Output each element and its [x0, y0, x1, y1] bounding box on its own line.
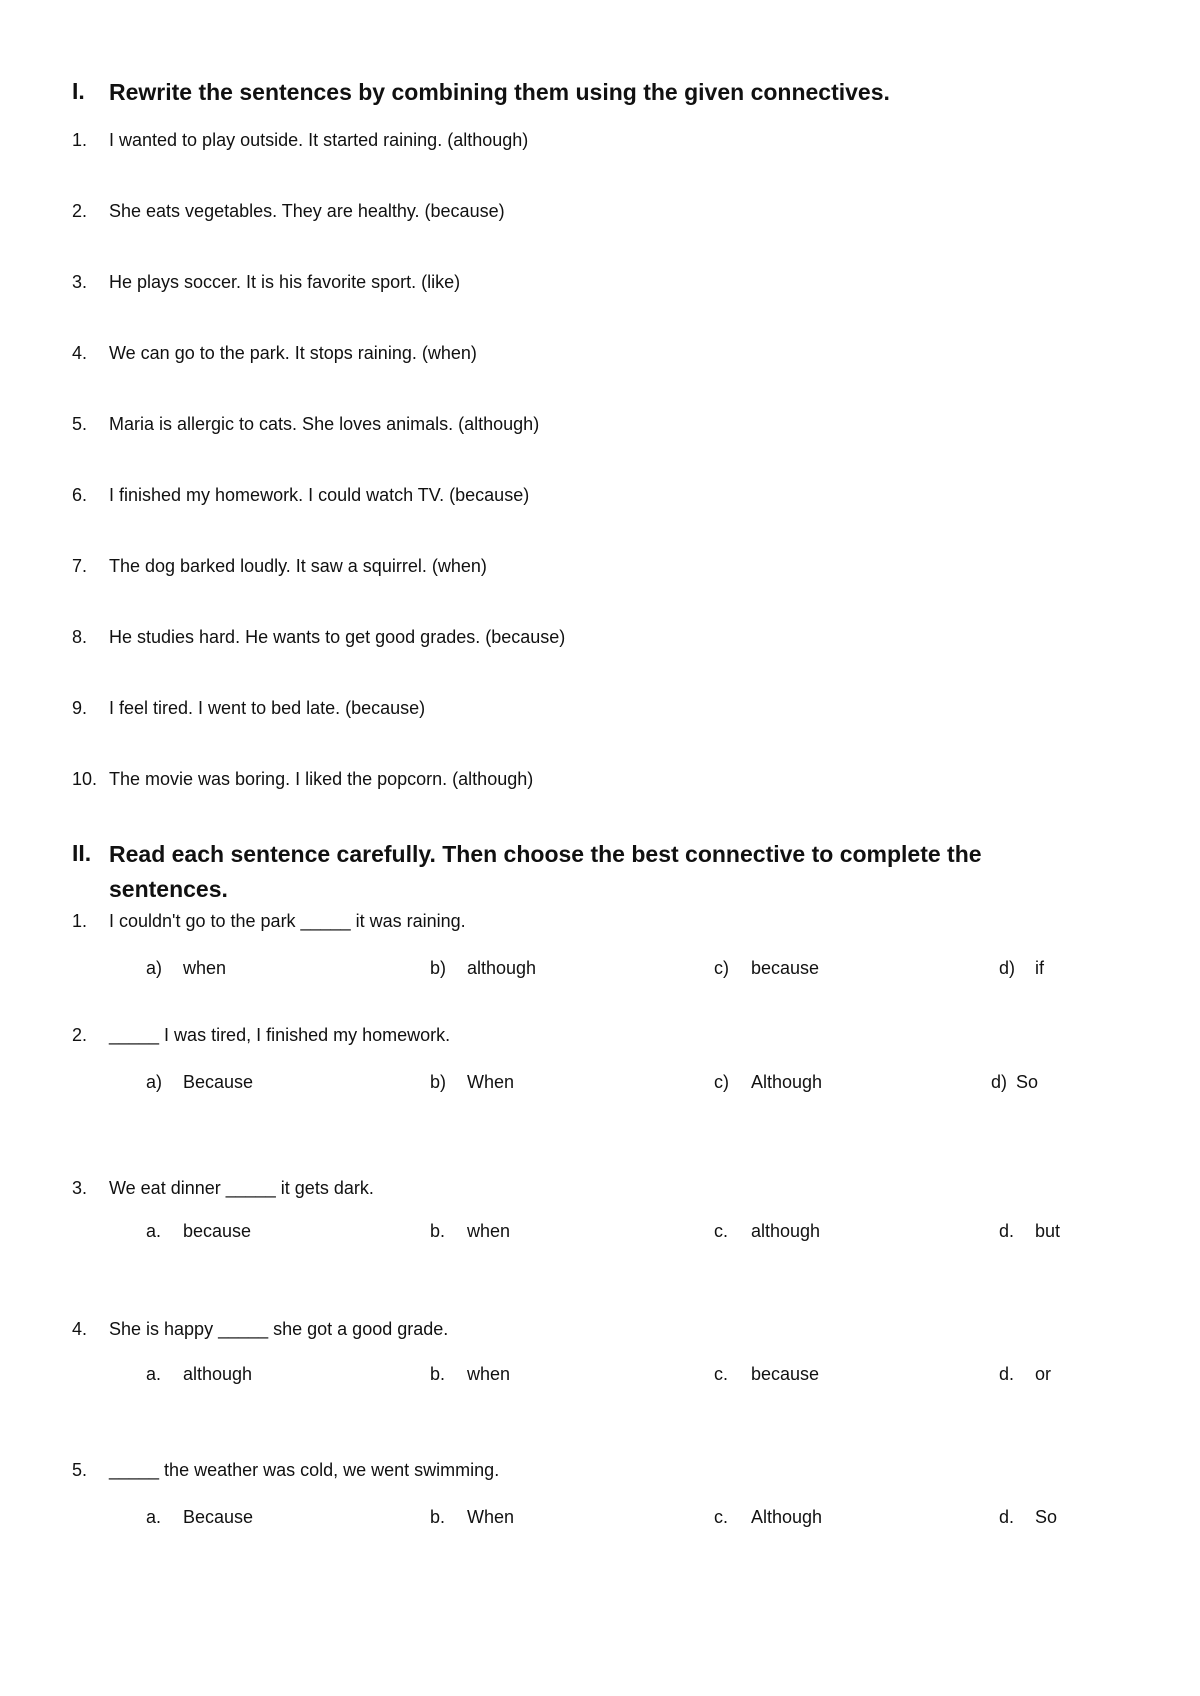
- question-number: 10.: [72, 769, 98, 789]
- section2-title-line2: sentences.: [109, 876, 228, 902]
- option-word[interactable]: although: [183, 1364, 253, 1384]
- question-number: 1.: [72, 911, 88, 931]
- question-text: The movie was boring. I liked the popcorn. (although): [109, 769, 534, 789]
- question-text: He plays soccer. It is his favorite sport. (like): [109, 272, 461, 292]
- question-number: 7.: [72, 556, 88, 576]
- question-text: The dog barked loudly. It saw a squirrel. (when): [109, 556, 487, 576]
- question-text: He studies hard. He wants to get good grades. (because): [109, 627, 566, 647]
- option-word[interactable]: When: [467, 1072, 515, 1092]
- option-letter: b): [430, 1072, 447, 1092]
- question-number: 4.: [72, 343, 88, 363]
- option-letter: a.: [146, 1221, 162, 1241]
- option-letter: c): [714, 958, 729, 978]
- option-word[interactable]: Because: [183, 1507, 254, 1527]
- question-number: 5.: [72, 414, 88, 434]
- option-letter: d.: [999, 1364, 1015, 1384]
- option-letter: d.: [999, 1507, 1015, 1527]
- section1-number: I.: [72, 78, 85, 104]
- question-number: 3.: [72, 1178, 88, 1198]
- option-letter: c.: [714, 1507, 729, 1527]
- option-word[interactable]: if: [1035, 958, 1044, 978]
- option-letter: b.: [430, 1364, 446, 1384]
- question-text: She eats vegetables. They are healthy. (because): [109, 201, 505, 221]
- question-text: We can go to the park. It stops raining. (when): [109, 343, 477, 363]
- section2-title-line1: Read each sentence carefully. Then choose the best connective to complete the: [109, 841, 982, 867]
- option-letter: b.: [430, 1507, 446, 1527]
- option-letter: b): [430, 958, 447, 978]
- question-number: 9.: [72, 698, 88, 718]
- question-number: 8.: [72, 627, 88, 647]
- option-word[interactable]: Because: [183, 1072, 254, 1092]
- option-word[interactable]: because: [751, 958, 820, 978]
- question-number: 5.: [72, 1460, 88, 1480]
- option-word[interactable]: although: [751, 1221, 821, 1241]
- question-text: _____ I was tired, I finished my homework.: [109, 1025, 451, 1045]
- option-letter: d): [991, 1072, 1008, 1092]
- question-text: We eat dinner _____ it gets dark.: [109, 1178, 374, 1198]
- option-word[interactable]: because: [751, 1364, 820, 1384]
- option-word[interactable]: When: [467, 1507, 515, 1527]
- question-number: 1.: [72, 130, 88, 150]
- question-text: I wanted to play outside. It started raining. (although): [109, 130, 529, 150]
- option-word[interactable]: because: [183, 1221, 252, 1241]
- option-word[interactable]: Although: [751, 1507, 823, 1527]
- option-letter: a): [146, 1072, 163, 1092]
- option-letter: a.: [146, 1364, 162, 1384]
- question-number: 6.: [72, 485, 88, 505]
- section2-number: II.: [72, 840, 92, 866]
- question-number: 2.: [72, 1025, 88, 1045]
- option-letter: c.: [714, 1364, 729, 1384]
- question-text: I couldn't go to the park _____ it was raining.: [109, 911, 466, 931]
- option-word[interactable]: when: [183, 958, 227, 978]
- section1-title: Rewrite the sentences by combining them using the given connectives.: [109, 79, 890, 105]
- question-text: I feel tired. I went to bed late. (because): [109, 698, 426, 718]
- option-word[interactable]: but: [1035, 1221, 1061, 1241]
- option-word[interactable]: So: [1016, 1072, 1039, 1092]
- question-text: Maria is allergic to cats. She loves animals. (although): [109, 414, 540, 434]
- option-letter: a): [146, 958, 163, 978]
- question-text: I finished my homework. I could watch TV. (because): [109, 485, 530, 505]
- option-word[interactable]: when: [467, 1221, 511, 1241]
- option-letter: d.: [999, 1221, 1015, 1241]
- option-letter: b.: [430, 1221, 446, 1241]
- option-word[interactable]: or: [1035, 1364, 1052, 1384]
- option-letter: a.: [146, 1507, 162, 1527]
- question-text: She is happy _____ she got a good grade.: [109, 1319, 449, 1339]
- question-number: 3.: [72, 272, 88, 292]
- option-word[interactable]: although: [467, 958, 537, 978]
- question-number: 4.: [72, 1319, 88, 1339]
- option-letter: c.: [714, 1221, 729, 1241]
- option-word[interactable]: Although: [751, 1072, 823, 1092]
- option-word[interactable]: So: [1035, 1507, 1058, 1527]
- question-number: 2.: [72, 201, 88, 221]
- question-text: _____ the weather was cold, we went swimming.: [109, 1460, 500, 1480]
- option-letter: d): [999, 958, 1016, 978]
- option-word[interactable]: when: [467, 1364, 511, 1384]
- option-letter: c): [714, 1072, 729, 1092]
